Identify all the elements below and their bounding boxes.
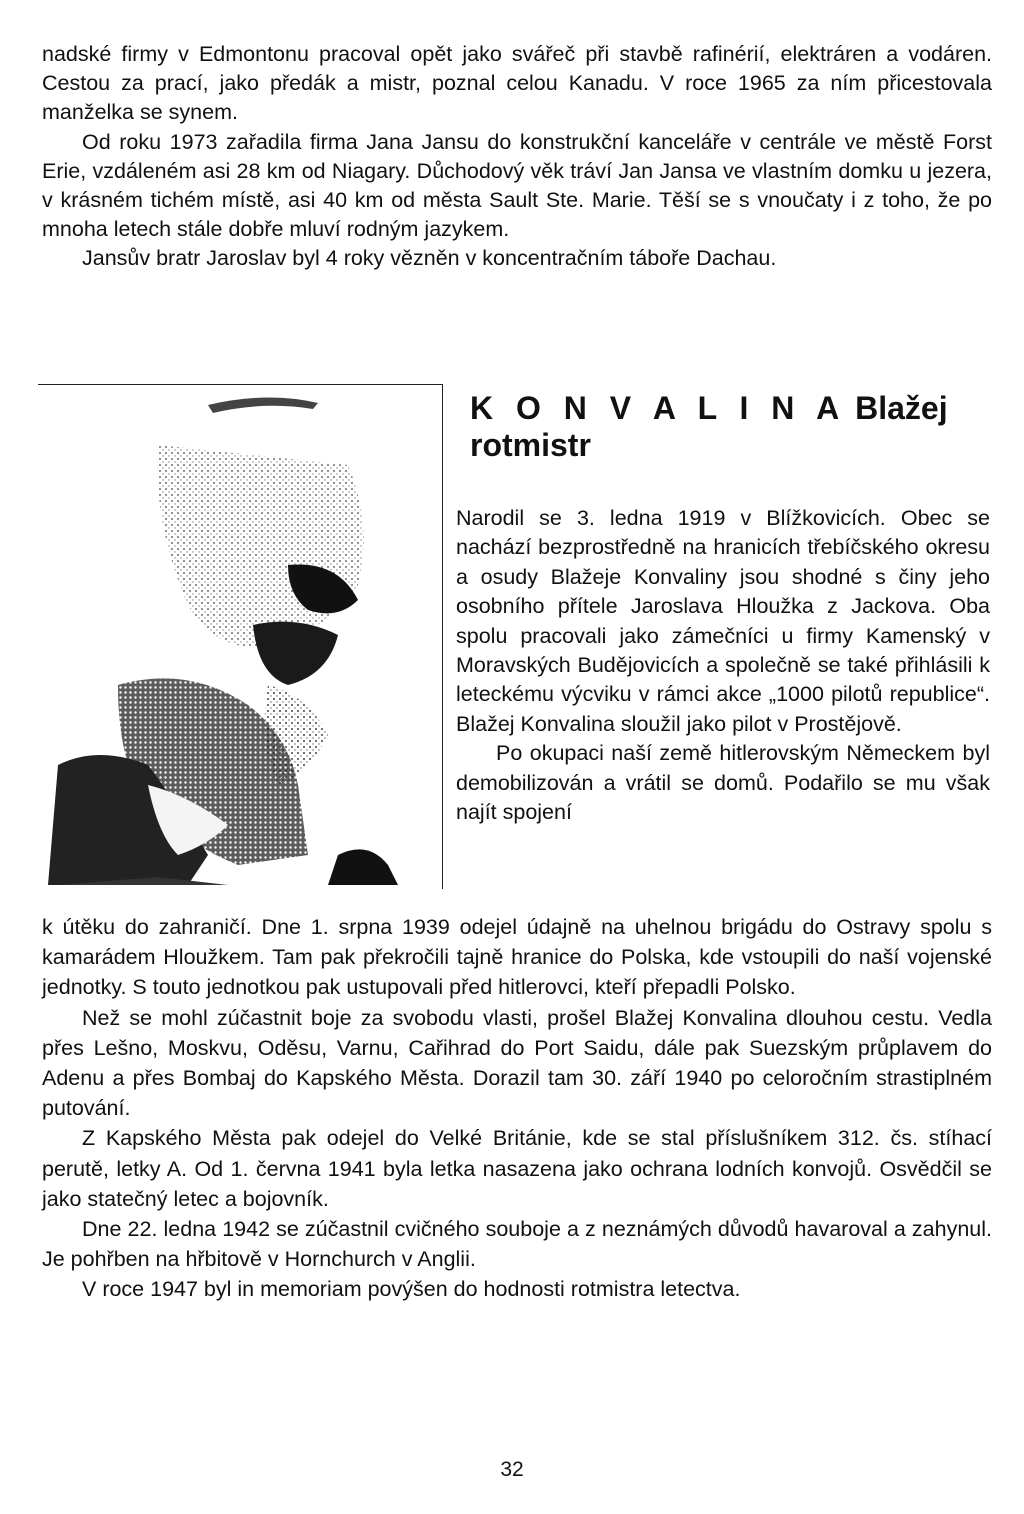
paragraph: Jansův bratr Jaroslav byl 4 roky vězněn v koncentračním táboře Dachau.: [82, 246, 777, 271]
paragraph: Než se mohl zúčastnit boje za svobodu vlasti, prošel Blažej Konvalina dlouhou cestu. Vedla přes Lešno, Moskvu, Oděsu, Varnu, Cařihrad do Port Saidu, dále pak Suezským průplavem do Adenu a přes Bombaj do Kapského Města. Dorazil tam 30. září 1940 po celoročním strastiplném putování.: [42, 1005, 992, 1121]
portrait-photo: [38, 384, 443, 889]
paragraph: Narodil se 3. ledna 1919 v Blížkovicích. Obec se nachází bezprostředně na hranicích třebíčského okresu a osudy Blažeje Konvaliny jsou shodné s činy jeho osobního přítele Jaroslava Hloužka z Jackova. Oba spolu pracovali jako zámečníci u firmy Kamenský v Moravských Budějovicích a společně se také přihlásili k leteckému výcviku v rámci akce „1000 pilotů republice“. Blažej Konvalina sloužil jako pilot v Prostějově.: [456, 506, 990, 736]
paragraph: Dne 22. ledna 1942 se zúčastnil cvičného souboje a z neznámých důvodů havaroval a zahynul. Je pohřben na hřbitově v Hornchurch v Anglii.: [42, 1217, 992, 1272]
entry-surname: K O N V A L I N A: [470, 390, 847, 426]
paragraph: Po okupaci naší země hitlerovským Německem byl demobilizován a vrátil se domů. Podařilo se mu však najít spojení: [456, 741, 990, 825]
paragraph: nadské firmy v Edmontonu pracoval opět jako svářeč při stavbě rafinérií, elektráren a vodáren. Cestou za prací, jako předák a mistr, poznal celou Kanadu. V roce 1965 za ním přicestovala manželka se synem.: [42, 42, 992, 125]
bottom-text: [42, 912, 992, 1305]
entry-given-name: Blažej: [855, 390, 948, 426]
entry-heading: [470, 390, 990, 464]
entry-rank: rotmistr: [470, 427, 591, 463]
paragraph: k útěku do zahraničí. Dne 1. srpna 1939 odejel údajně na uhelnou brigádu do Ostravy spolu s kamarádem Hloužkem. Tam pak překročili tajně hranice do Polska, kde vstoupili do naší vojenské jednotky. S touto jednotkou pak ustupovali před hitlerovci, kteří přepadli Polsko.: [42, 915, 992, 1000]
paragraph: Z Kapského Města pak odejel do Velké Británie, kde se stal příslušníkem 312. čs. stíhací perutě, letky A. Od 1. června 1941 byla letka nasazena jako ochrana lodních konvojů. Osvědčil se jako statečný letec a bojovník.: [42, 1126, 992, 1211]
entry-name: [470, 390, 990, 426]
paragraph: Od roku 1973 zařadila firma Jana Jansu do konstrukční kanceláře v centrále ve městě Forst Erie, vzdáleném asi 28 km od Niagary. Důchodový věk tráví Jan Jansa ve vlastním domku u jezera, v krásném tichém místě, asi 40 km od města Sault Ste. Marie. Těší se s vnoučaty i z toho, že po mnoha letech stále dobře mluví rodným jazykem.: [42, 129, 992, 242]
top-text: [42, 40, 992, 274]
side-text: [456, 504, 990, 827]
page-number: 32: [500, 1458, 524, 1481]
paragraph: V roce 1947 byl in memoriam povýšen do hodnosti rotmistra letectva.: [82, 1277, 741, 1302]
